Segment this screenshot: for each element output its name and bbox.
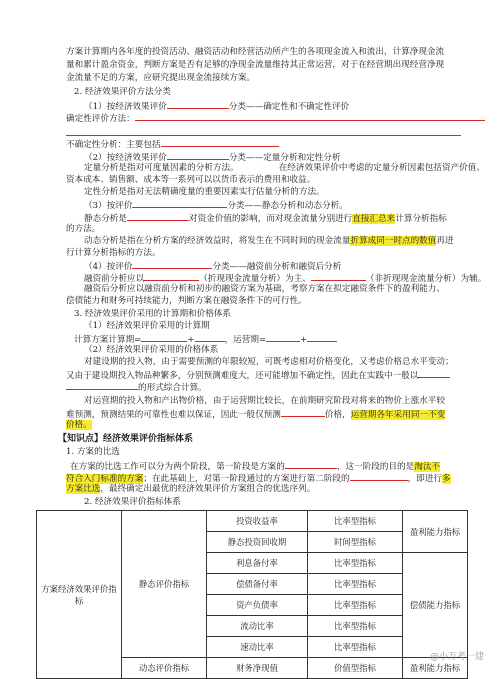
para-line: 金流量不足的方案，应研究提出现金流接续方案。 bbox=[66, 73, 256, 83]
fill-blank bbox=[266, 332, 300, 342]
text-fragment: 分类——融资前分析和融资后分析 bbox=[212, 262, 342, 272]
text-fragment: 在方案的比选工作可以分为两个阶段，第一阶段是方案的 bbox=[70, 462, 285, 472]
table-dynamic-cell: 动态评价指标 bbox=[122, 658, 207, 679]
text-fragment: 再进 bbox=[436, 236, 454, 246]
text-fragment: 分类——静态分析和动态分析。 bbox=[227, 201, 348, 211]
section-heading: 3. 经济效果评价采用的计算期和价格体系 bbox=[74, 309, 232, 319]
plus-sign: + bbox=[300, 335, 308, 345]
table-cell: 静态投资回收期 bbox=[207, 532, 308, 553]
text-fragment: （4）按评价 bbox=[84, 262, 133, 272]
fill-blank bbox=[132, 198, 227, 208]
table-cell: 财务净现值 bbox=[207, 658, 308, 679]
fill-blank bbox=[350, 471, 408, 481]
text-fragment: 对资金价值的影响，而对现金流量分别进行 bbox=[188, 214, 353, 224]
fill-blank bbox=[127, 211, 189, 221]
para-line: 定性分析是指对无法精确度量的重要因素实行估量分析的方法。 bbox=[84, 187, 325, 197]
table-cell: 比率型指标 bbox=[308, 637, 403, 658]
fill-blank bbox=[195, 332, 225, 342]
para-line: 资本成本、销售额、成本等一系列可以以货币表示的费用和收益。 bbox=[66, 175, 316, 185]
table-cell: 速动比率 bbox=[207, 637, 308, 658]
highlight: 符合入门标准的方案 bbox=[66, 474, 144, 484]
table-cell: 比率型指标 bbox=[308, 616, 403, 637]
knowledge-point-heading: 【知识点】经济效果评价指标体系 bbox=[58, 434, 194, 444]
fill-blank bbox=[132, 259, 212, 269]
table-cell: 比率型指标 bbox=[308, 574, 403, 595]
table-cell: 比率型指标 bbox=[308, 595, 403, 616]
highlight: 淘汰不 bbox=[414, 462, 441, 472]
para-line bbox=[84, 162, 485, 174]
para-line bbox=[84, 235, 454, 247]
table-group-cell: 盈利能力指标 bbox=[403, 658, 468, 679]
para-line bbox=[66, 111, 485, 125]
text-fragment: 不确定性分析：主要包括 bbox=[66, 140, 161, 150]
section-heading: 2. 经济效果评价方法分类 bbox=[74, 87, 171, 97]
text-fragment: 的形式综合计算。 bbox=[138, 383, 207, 393]
table-cell: 利息备付率 bbox=[207, 553, 308, 574]
para-line: 融资后分析应以融资前分析和初步的融资方案为基础，考察方案在拟定融资条件下的盈利能力、 bbox=[84, 284, 445, 294]
fill-blank-line bbox=[66, 135, 461, 136]
text-fragment: （1）按经济效果评价 bbox=[84, 102, 167, 112]
fill-blank bbox=[281, 407, 325, 417]
para-line bbox=[66, 419, 92, 431]
para-line: 偿债能力和财务可持续能力，判断方案在融资条件下的可行性。 bbox=[66, 296, 307, 306]
para-line: 量和累计盈余资金，判断方案是否有足够的净现金流量维持其正常运营，对于在经营期出现经营净现 bbox=[66, 60, 445, 70]
text-fragment: ；在此基础上，对第一阶段通过的方案进行第二阶段的 bbox=[143, 474, 350, 484]
fill-blank bbox=[135, 111, 485, 121]
para-line bbox=[84, 198, 348, 212]
table-cell: 时间型指标 bbox=[308, 532, 403, 553]
fill-blank bbox=[167, 150, 229, 160]
para-line: 对运营期的投入物和产出物价格，由于运营期比较长，在前期研究阶段对将来的物价上涨水平较 bbox=[84, 396, 445, 406]
text-fragment: 难预测，预测结果的可靠性也难以保证，因此一般仅预测 bbox=[66, 410, 281, 420]
fill-blank bbox=[144, 271, 199, 281]
table-cell: 偿债备付率 bbox=[207, 574, 308, 595]
table-cell: 比率型指标 bbox=[308, 511, 403, 532]
highlight: 直接汇总来 bbox=[352, 214, 396, 224]
watermark: @小万考一建 bbox=[429, 652, 484, 662]
text-fragment: 计算分析指标 bbox=[395, 214, 447, 224]
fill-blank bbox=[66, 380, 138, 390]
text-fragment: 计算方案计算期= bbox=[74, 335, 142, 345]
fill-blank bbox=[311, 271, 366, 281]
text-fragment: 价格， bbox=[324, 410, 351, 420]
text-fragment: （非折现现金流量分析）为辅。 bbox=[365, 274, 487, 284]
para-line bbox=[66, 380, 207, 394]
table-cell: 比率型指标 bbox=[308, 553, 403, 574]
para-line bbox=[66, 407, 445, 421]
highlight: 方案比选 bbox=[66, 484, 101, 494]
section-heading: 1. 方案的比选 bbox=[66, 447, 120, 457]
comma: ， bbox=[224, 335, 234, 345]
highlight: 折算成同一时点的数值 bbox=[350, 236, 437, 246]
table-group-cell: 偿债能力指标 bbox=[403, 553, 468, 658]
fill-blank bbox=[418, 368, 450, 378]
table-group-cell: 盈利能力指标 bbox=[403, 511, 468, 553]
fill-blank bbox=[307, 332, 337, 342]
text-fragment: ，最终确定出最优的经济效果评价方案组合的优选序列。 bbox=[100, 484, 316, 494]
section-heading: 2. 经济效果评价指标体系 bbox=[84, 497, 181, 507]
highlight: 运营期各年采用同一不变 bbox=[350, 410, 446, 420]
table-cell: 投资收益率 bbox=[207, 511, 308, 532]
text-fragment: 又由于建设期投入物品种繁多，分别预测难度大，还可能增加不确定性，因此在实践中一般以 bbox=[66, 371, 419, 381]
fill-blank bbox=[167, 99, 229, 109]
fill-blank bbox=[285, 459, 337, 469]
text-fragment: 动态分析是指在分析方案的经济效益时，将发生在不同时间的现金流量 bbox=[84, 236, 351, 246]
text-fragment: 分类——确定性和不确定性评价 bbox=[228, 102, 350, 112]
text-fragment: （3）按评价 bbox=[84, 201, 133, 211]
table-cell: 资产负债率 bbox=[207, 595, 308, 616]
text-fragment: 定量分析是指对可度量因素的分析方法。 bbox=[84, 163, 239, 173]
table-cell: 流动比率 bbox=[207, 616, 308, 637]
indicator-table bbox=[36, 510, 468, 679]
highlight: 多 bbox=[442, 474, 451, 484]
text-fragment: （2）按经济效果评价 bbox=[84, 153, 167, 163]
text-fragment: 分类——定量分析和定性分析 bbox=[228, 153, 341, 163]
highlight: 价格。 bbox=[66, 420, 92, 430]
fill-blank bbox=[161, 137, 279, 147]
text-fragment: 确定性评价方法： bbox=[66, 114, 135, 124]
table-static-cell: 静态评价指标 bbox=[122, 511, 207, 658]
text-fragment: ，这一阶段的目的是 bbox=[336, 462, 415, 472]
sub-heading: （2）经济效果评价采用的价格体系 bbox=[84, 345, 219, 355]
plus-sign: + bbox=[187, 335, 195, 345]
para-line: 方案计算期内各年度的投资活动、融资活动和经营活动所产生的各项现金流入和流出，计算净现金流 bbox=[66, 47, 445, 57]
text-fragment: （折现现金流量分析）为主、 bbox=[199, 274, 311, 284]
text-fragment: 运营期= bbox=[233, 335, 267, 345]
text-fragment: 在经济效果评价中考虑的定量分析因素包括资产价值、 bbox=[278, 163, 485, 173]
text-fragment: ，即进行 bbox=[407, 474, 443, 484]
para-line bbox=[66, 483, 315, 495]
para-line: 行计算分析指标的方法。 bbox=[66, 248, 161, 258]
table-root-cell: 方案经济效果评价指标 bbox=[37, 511, 122, 679]
para-line: 的方法。 bbox=[66, 224, 101, 234]
para-line bbox=[84, 211, 447, 225]
sub-heading: （1）经济效果评价采用的计算期 bbox=[84, 321, 210, 331]
text-fragment: 融资前分析应以 bbox=[84, 274, 145, 284]
para-line: 对建设期的投入物，由于需要预测的年限较短，可既考虑相对价格变化，又考虑价格总水平变动； bbox=[84, 357, 454, 367]
table-cell: 价值型指标 bbox=[308, 658, 403, 679]
text-fragment: 静态分析是 bbox=[84, 214, 127, 224]
para-line bbox=[66, 137, 279, 151]
fill-blank bbox=[141, 332, 187, 342]
